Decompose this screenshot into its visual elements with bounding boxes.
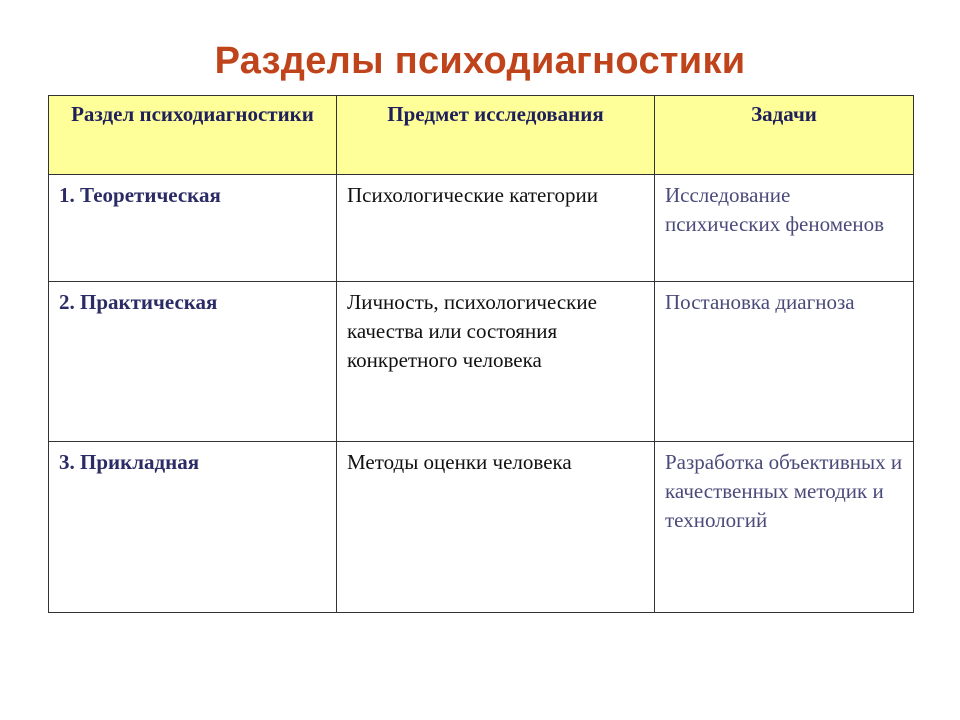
table-row [49, 442, 914, 613]
row-section-cell: 1. Теоретическая [49, 175, 337, 282]
row-tasks-cell: Исследование психических феноменов [655, 175, 914, 282]
table-row [49, 282, 914, 442]
row-tasks-cell: Постановка диагноза [655, 282, 914, 442]
psychodiagnostics-table [48, 95, 914, 613]
header-subject: Предмет исследования [337, 96, 655, 175]
row-subject-cell: Методы оценки человека [337, 442, 655, 613]
row-subject-cell: Психологические категории [337, 175, 655, 282]
header-tasks: Задачи [655, 96, 914, 175]
table-header-row [49, 96, 914, 175]
row-subject-cell: Личность, психологические качества или состояния конкретного человека [337, 282, 655, 442]
header-section: Раздел психодиагностики [49, 96, 337, 175]
row-tasks-cell: Разработка объективных и качественных методик и технологий [655, 442, 914, 613]
row-section-cell: 2. Практическая [49, 282, 337, 442]
table-row [49, 175, 914, 282]
page-title: Разделы психодиагностики [214, 40, 746, 82]
row-section-cell: 3. Прикладная [49, 442, 337, 613]
